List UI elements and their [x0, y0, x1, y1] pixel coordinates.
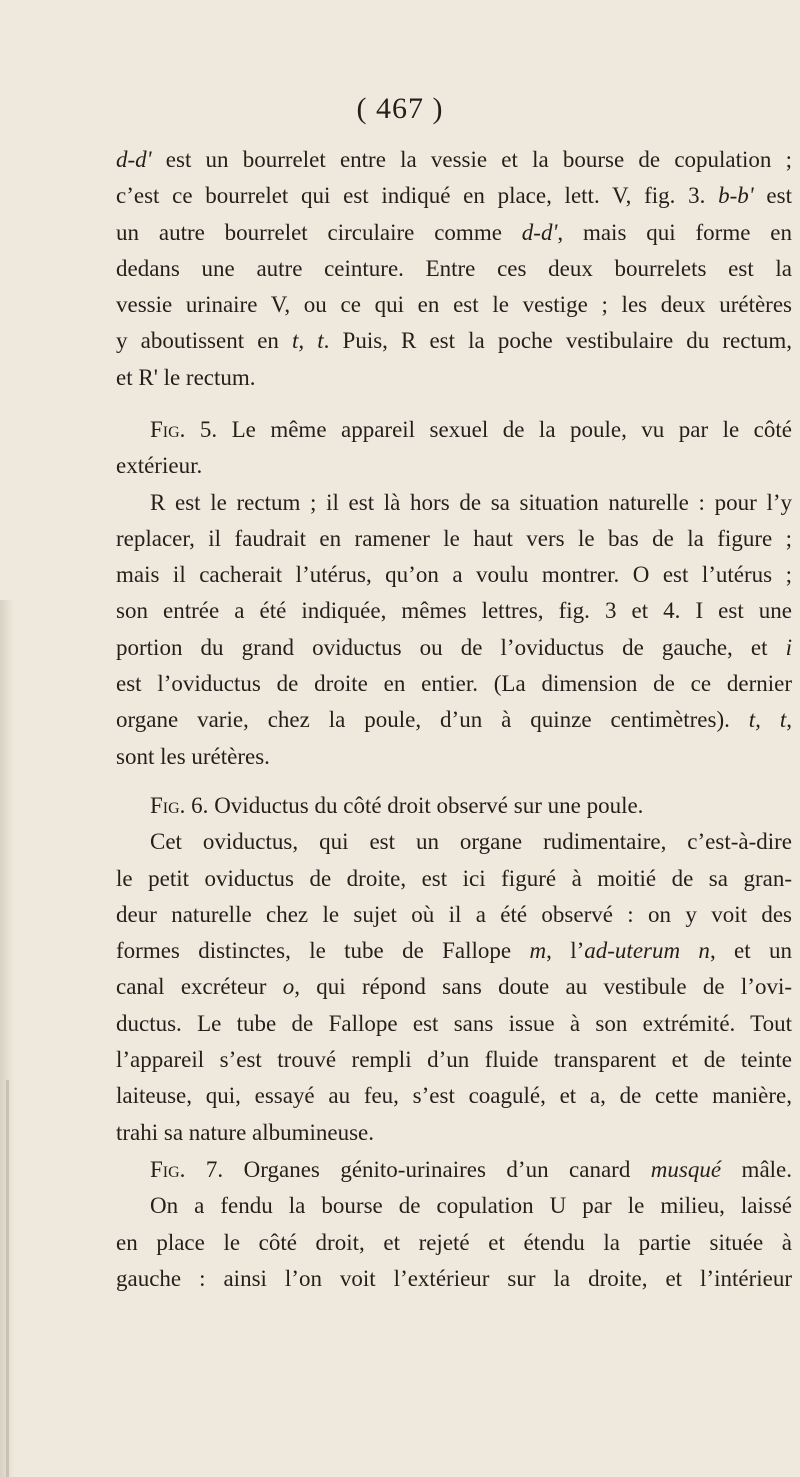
text-line: Cet oviductus, qui est un organe rudimentaire, c’est-à-dire: [150, 829, 792, 855]
page-number: ( 467 ): [356, 92, 444, 125]
text-line: gauche : ainsi l’on voit l’extérieur sur la droite, et l’intérieur: [116, 1265, 792, 1291]
paragraph-continuation: [116, 142, 792, 396]
text-line: ductus. Le tube de Fallope est sans issue à son extrémité. Tout: [116, 1010, 792, 1036]
text-line: y aboutissent en t, t. Puis, R est la poche vestibulaire du rectum,: [116, 328, 792, 354]
figure-title: Fig. 7. Organes génito-urinaires d’un canard musqué mâle.: [150, 1157, 792, 1182]
figure-7-caption: [116, 1152, 792, 1297]
figure-title: Fig. 5. Le même appareil sexuel de la poule, vu par le côté: [150, 417, 792, 442]
figure-5-caption: [116, 412, 792, 775]
label-d-d: d-d': [116, 147, 152, 172]
figure-title: Fig. 6. Oviductus du côté droit observé sur une poule.: [150, 793, 644, 818]
text-line: son entrée a été indiquée, mêmes lettres, fig. 3 et 4. I est une: [116, 598, 792, 624]
text-line: c’est ce bourrelet qui est indiqué en place, lett. V, fig. 3. b-b' est: [116, 183, 792, 209]
text-line: laiteuse, qui, essayé au feu, s’est coagulé, et a, de cette manière,: [116, 1083, 792, 1109]
text-line: un autre bourrelet circulaire comme d-d', mais qui forme en: [116, 219, 792, 245]
text-line: extérieur.: [116, 453, 203, 479]
text-line: en place le côté droit, et rejeté et étendu la partie située à: [116, 1229, 792, 1255]
figure-6-caption: [116, 788, 792, 1151]
text-line: portion du grand oviductus ou de l’oviductus de gauche, et i: [116, 634, 792, 660]
text-line: organe varie, chez la poule, d’un à quinze centimètres). t, t,: [116, 707, 792, 733]
text-line: canal excréteur o, qui répond sans doute au vestibule de l’ovi-: [116, 974, 792, 1000]
text-line: deur naturelle chez le sujet où il a été observé : on y voit des: [116, 901, 792, 927]
text-line: sont les urétères.: [116, 743, 270, 769]
text-line: l’appareil s’est trouvé rempli d’un fluide transparent et de teinte: [116, 1047, 792, 1073]
text-line: et R' le rectum.: [116, 364, 256, 390]
text-line: est l’oviductus de droite en entier. (La dimension de ce dernier: [116, 671, 792, 697]
text-line: trahi sa nature albumineuse.: [116, 1119, 375, 1145]
text-line: vessie urinaire V, ou ce qui en est le vestige ; les deux urétères: [116, 292, 792, 318]
text-line: le petit oviductus de droite, est ici figuré à moitié de sa gran-: [116, 865, 792, 891]
text-line: mais il cacherait l’utérus, qu’on a voulu montrer. O est l’utérus ;: [116, 562, 792, 588]
text-line: formes distinctes, le tube de Fallope m, l’ad-uterum n, et un: [116, 938, 792, 964]
text-line: R est le rectum ; il est là hors de sa situation naturelle : pour l’y: [150, 489, 792, 515]
page-fold: [6, 1080, 9, 1477]
text-line: replacer, il faudrait en ramener le haut vers le bas de la figure ;: [116, 525, 792, 551]
text-line: d-d' est un bourrelet entre la vessie et la bourse de copulation ;: [116, 147, 792, 172]
text-line: On a fendu la bourse de copulation U par le milieu, laissé: [150, 1193, 792, 1219]
text-line: dedans une autre ceinture. Entre ces deux bourrelets est la: [116, 255, 792, 281]
